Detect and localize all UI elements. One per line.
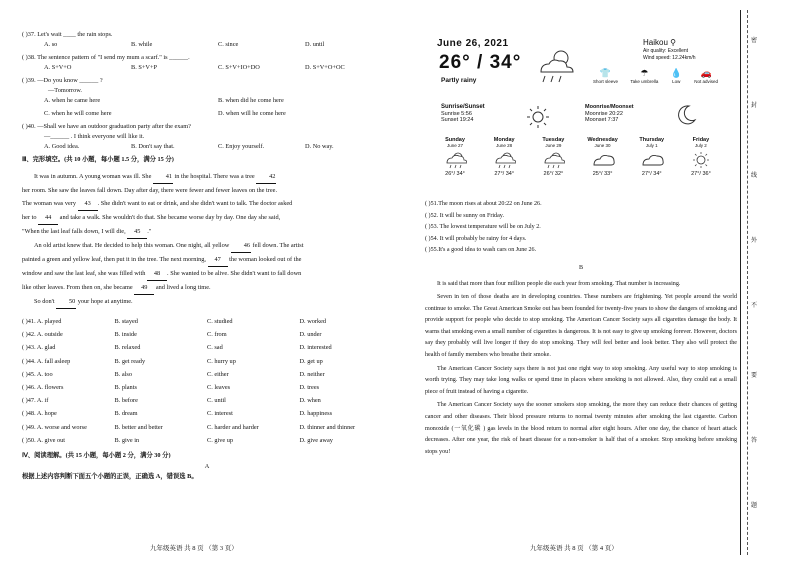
forecast-day <box>679 137 723 177</box>
forecast-temp: 25°/ 33° <box>592 171 613 177</box>
cloze-text: . She wanted to be alive. She didn't want to fall down <box>167 270 302 277</box>
forecast-day-name: Sunday <box>445 137 465 143</box>
moon-icon <box>675 104 697 126</box>
shirt-icon: 👕 <box>599 68 612 78</box>
option-c: C. until <box>207 397 226 405</box>
lifestyle-item <box>630 68 658 84</box>
option-a: ( )48. A. hope <box>22 410 57 418</box>
option-a: ( )46. A. flowers <box>22 383 64 391</box>
cloze-line <box>22 225 392 239</box>
forecast-temp: 27°/ 36° <box>691 171 711 177</box>
passage-paragraph: The American Cancer Society says there is not just one right way to stop smoking. Any useful way to stop smoking is worth trying. They may take long walks or spend time in places where smoking is not allowed. Also, they could eat a small piece of fruit instead of having a cigarette. <box>425 365 737 395</box>
cloze-text: her to <box>22 214 39 221</box>
cloud-icon <box>581 151 625 169</box>
option-d: D. get up <box>299 357 323 365</box>
option-c: C. leaves <box>207 383 231 391</box>
seal-char: 封 <box>751 103 758 109</box>
cloze-line <box>22 239 392 253</box>
page-footer-right: 九年级英语 共 8 页 （第 4 页） <box>530 545 618 552</box>
option-c: C. when he will come here <box>44 110 112 117</box>
forecast-date: June 27 <box>446 143 463 148</box>
option-d: D. trees <box>299 383 320 391</box>
forecast-day-name: Friday <box>692 137 710 143</box>
option-d: D. give away <box>299 436 333 444</box>
forecast <box>433 137 723 177</box>
question-stem: ( )37. Let's wait ____ the rain stops. <box>22 31 113 38</box>
blank: 41 <box>153 170 173 184</box>
cloze-line <box>22 211 392 225</box>
cloze-option-row <box>22 345 392 358</box>
passage-paragraph: Seven in ten of those deaths are in developing countries. These numbers are frightening. Yet people around the world continue to smoke. The Great American Smoke out has been founded for twenty-five years to show the dangers of smoking and provide support for people who decide to stop smoking. The American Cancer Society says all cigarettes damage the body. It warns that smoking even a small number of cigarettes is dangerous. It is not easy to give up smoking forever. However, doctors say they probably will live longer if they do stop smoking. They will feel better and look better. They also will protect the health of family members who breathe their smoke. <box>425 294 737 359</box>
section-a-label: A <box>204 462 210 470</box>
rain-icon <box>433 151 477 169</box>
sun-icon <box>525 104 551 130</box>
cloze-text: in the hospital. There was a tree <box>172 173 257 180</box>
option-d: D. thinner and thinner <box>299 423 356 431</box>
option-c: C. since <box>218 41 239 48</box>
statement-item: ( )54. It will probably be rainy for 4 days. <box>425 235 527 242</box>
option-c: C. interest <box>207 410 233 418</box>
option-a: ( )45. A. too <box>22 370 53 378</box>
cloze-line <box>22 253 392 267</box>
option-b: B. inside <box>114 331 137 339</box>
option-d: D. under <box>299 331 322 339</box>
statement-item: ( )51.The moon rises at about 20:22 on June 26. <box>425 201 542 207</box>
option-b: B. plants <box>114 383 137 391</box>
air-quality: Air quality: Excellent <box>643 48 689 54</box>
forecast-day <box>482 137 526 177</box>
cloze-passage <box>22 170 392 309</box>
blank: 45 <box>127 225 147 239</box>
cloze-text: It was in autumn. A young woman was ill. She <box>34 173 153 180</box>
forecast-date: June 29 <box>545 143 562 148</box>
blank: 49 <box>134 281 154 295</box>
cloze-line <box>22 267 392 281</box>
forecast-temp: 26°/ 34° <box>445 171 465 177</box>
forecast-day <box>433 137 477 177</box>
option-a: A. when he came here <box>44 97 101 104</box>
lifestyle-item <box>593 68 618 84</box>
option-c: C. harder and harder <box>207 423 259 431</box>
option-c: C. give up <box>207 436 234 444</box>
car-wash-icon: 🚗 <box>700 68 712 78</box>
cloze-line <box>22 184 392 197</box>
forecast-temp: 27°/ 34° <box>494 171 515 177</box>
question-reply: —______ . I think everyone will like it. <box>44 133 145 140</box>
question-stem: ( )38. The sentence pattern of "I send my mum a scarf." is ______. <box>22 54 190 61</box>
cloze-text: ." <box>147 228 152 235</box>
blank: 42 <box>256 170 276 184</box>
cloze-text: her room. She saw the leaves fall down. Day after day, there were fewer and fewer leaves on the tree. <box>22 187 278 194</box>
cloze-text: the woman looked out of the <box>227 256 302 263</box>
blank: 48 <box>147 267 167 281</box>
option-b: B. while <box>131 41 153 48</box>
page-footer-left: 九年级英语 共 8 页 （第 3 页） <box>150 545 238 552</box>
forecast-day-name: Wednesday <box>587 137 618 143</box>
option-d: D. when will he come here <box>218 110 286 117</box>
forecast-date: July 1 <box>645 143 658 148</box>
option-b: B. S+V+P <box>131 64 158 71</box>
left-page <box>22 0 392 484</box>
option-b: B. get ready <box>114 357 146 365</box>
option-a: A. Good idea. <box>44 143 80 150</box>
option-c: C. studied <box>207 318 233 325</box>
lifestyle-label: Low <box>672 79 681 84</box>
option-c: C. from <box>207 331 227 339</box>
question-40 <box>22 124 392 157</box>
question-38 <box>22 55 392 78</box>
option-b: B. dream <box>114 410 138 418</box>
cloze-option-row <box>22 359 392 372</box>
blank: 46 <box>231 239 251 253</box>
option-a: ( )50. A. give out <box>22 436 66 444</box>
cloze-line <box>22 170 392 184</box>
option-b: B. Don't say that. <box>131 143 175 150</box>
statement-item: ( )53. The lowest temperature will be on July 2. <box>425 224 541 230</box>
seal-char: 线 <box>751 173 758 179</box>
lifestyle-label: Take umbrella <box>630 79 659 84</box>
wind-speed: Wind speed: 12.24km/h <box>643 54 696 61</box>
blank: 43 <box>78 197 98 211</box>
forecast-date: July 2 <box>695 143 707 148</box>
option-d: D. neither <box>299 370 325 378</box>
lifestyle-label: Short sleeve <box>593 79 619 84</box>
cloze-option-row <box>22 438 392 451</box>
option-d: D. until <box>305 41 325 48</box>
cloze-text: "When the last leaf falls down, I will die, <box>22 228 128 235</box>
blank: 47 <box>208 253 228 267</box>
rain-icon <box>482 151 526 169</box>
cloze-text: An old artist knew that. He decided to help this woman. One night, all yellow <box>34 242 231 249</box>
cloze-text: and take a walk. She wouldn't do that. She became worse day by day. One day she said, <box>58 214 281 221</box>
cloze-text: . She didn't want to eat or drink, and she didn't want to talk. The doctor asked <box>97 200 293 207</box>
option-d: D. interested <box>299 344 332 352</box>
right-page <box>425 0 737 458</box>
forecast-day-name: Thursday <box>639 137 665 143</box>
option-a: A. so <box>44 41 58 48</box>
seal-char: 密 <box>751 38 758 44</box>
cloze-text: and lived a long time. <box>154 284 211 291</box>
question-39 <box>22 78 392 124</box>
cloze-option-row <box>22 411 392 424</box>
cloze-option-row <box>22 425 392 438</box>
option-c: C. Enjoy yourself. <box>218 143 265 150</box>
question-stem: ( )39. —Do you know ______ ? <box>22 77 103 84</box>
option-a: ( )41. A. played <box>22 318 62 325</box>
option-c: C. either <box>207 370 229 378</box>
option-d: D. No way. <box>305 143 334 150</box>
umbrella-icon: ☂ <box>640 68 649 78</box>
lifestyle-icons <box>593 68 718 84</box>
weather-card <box>425 0 737 195</box>
option-a: ( )47. A. if <box>22 397 49 405</box>
passage-paragraph: It is said that more than four million people die each year from smoking. That number is increasing. <box>437 280 681 287</box>
weather-temperature: 26° / 34° <box>439 52 522 73</box>
forecast-day <box>531 137 575 177</box>
air-info <box>643 48 696 61</box>
lifestyle-item <box>671 68 682 84</box>
cloze-options <box>22 319 392 451</box>
forecast-temp: 26°/ 32° <box>543 171 564 177</box>
passage-b <box>425 279 737 459</box>
seal-char: 要 <box>751 373 758 379</box>
cloud-icon <box>630 151 674 169</box>
option-a: ( )42. A. outside <box>22 331 63 339</box>
reading-instructions: 根据上述内容判断下面五个小题的正误，正确选 A，错误选 B。 <box>22 472 198 480</box>
option-a: ( )49. A. worse and worse <box>22 423 87 431</box>
seal-char: 外 <box>751 238 758 244</box>
sun-icon <box>679 151 723 169</box>
cloze-text: fell down. The artist <box>250 242 304 249</box>
seal-char: 答 <box>751 438 758 444</box>
statements <box>425 201 737 259</box>
question-reply: —Tomorrow. <box>48 87 82 94</box>
forecast-day <box>630 137 674 177</box>
cloze-heading: Ⅲ、完形填空。(共 10 小题，每小题 1.5 分，满分 15 分) <box>22 156 174 163</box>
option-b: B. give in <box>114 436 140 444</box>
option-c: C. sad <box>207 344 223 352</box>
option-a: ( )43. A. glad <box>22 344 56 352</box>
cloze-last-line: So don't 50 your hope at anytime. <box>22 295 392 309</box>
passage-b-label: B <box>578 264 584 271</box>
cloze-line <box>22 281 392 295</box>
option-b: B. stayed <box>114 318 138 325</box>
forecast-day-name: Monday <box>493 137 515 143</box>
passage-paragraph: The American Cancer Society says the sooner smokers stop smoking, the more they can reduce their chances of getting cancer and other diseases. Their blood pressure returns to normal twenty minutes after smoking the last cigarette. Carbon monoxide (一氧化碳 ) gas levels in the blood return to normal after eight hours. After one day, the chance of heart attack decreases. After one year, the risk of heart disease for a non-smoker is half that of a smoker. Stop smoking before smoking stops you! <box>425 402 737 455</box>
option-c: C. S+V+IO+DO <box>218 64 260 71</box>
cloze-text: The woman was very <box>22 200 78 207</box>
rain-icon <box>531 151 575 169</box>
seal-line <box>747 10 748 555</box>
option-d: D. S+V+O+OC <box>305 64 345 71</box>
weather-city: Haikou ⚲ <box>643 38 676 47</box>
moon-info: Moonrise/Moonset Moonrise 20:22 Moonset 7:37 <box>585 104 634 123</box>
water-drop-icon: 💧 <box>670 68 682 78</box>
blank: 44 <box>38 211 58 225</box>
option-d: D. happiness <box>299 410 333 418</box>
option-b: B. before <box>114 397 138 405</box>
lifestyle-label: Not advised <box>694 79 718 84</box>
sun-info: Sunrise/Sunset Sunrise 5:56 Sunset 19:24 <box>441 104 485 123</box>
cloze-option-row <box>22 372 392 385</box>
option-b: B. relaxed <box>114 344 141 352</box>
reading-heading: Ⅳ、阅读理解。(共 15 小题，每小题 2 分，满分 30 分) <box>22 451 171 459</box>
forecast-day-name: Tuesday <box>542 137 565 143</box>
option-a: A. S+V+O <box>44 64 72 71</box>
cloze-text: painted a green and yellow leaf, then put it in the tree. The next morning, <box>22 256 208 263</box>
forecast-temp: 27°/ 34° <box>641 171 662 177</box>
forecast-date: June 30 <box>594 143 611 148</box>
option-b: B. also <box>114 370 132 378</box>
forecast-day <box>581 137 625 177</box>
lifestyle-item <box>694 68 718 84</box>
partly-rainy-icon <box>533 46 579 86</box>
cloze-text: like other leaves. From then on, she became <box>22 284 135 291</box>
forecast-date: June 28 <box>496 143 513 148</box>
seal-char: 题 <box>751 503 758 509</box>
option-a: ( )44. A. fall asleep <box>22 357 71 365</box>
option-c: C. hurry up <box>207 357 236 365</box>
seal-line-margin <box>740 10 791 555</box>
cloze-text: window and saw the last leaf, she was filled with <box>22 270 148 277</box>
option-b: B. better and better <box>114 423 163 431</box>
blank: 50 <box>56 295 76 309</box>
question-37 <box>22 32 392 55</box>
location-pin-icon: ⚲ <box>670 38 676 47</box>
question-stem: ( )40. —Shall we have an outdoor graduation party after the exam? <box>22 123 191 130</box>
weather-date: June 26, 2021 <box>437 38 509 49</box>
seal-char: 不 <box>751 303 758 309</box>
weather-condition: Partly rainy <box>441 77 477 84</box>
option-d: D. worked <box>299 318 327 325</box>
statement-item: ( )52. It will be sunny on Friday. <box>425 212 504 219</box>
statement-item: ( )55.It's a good idea to wash cars on June 26. <box>425 247 537 253</box>
option-d: D. when <box>299 397 321 405</box>
option-b: B. when did he come here <box>218 97 284 104</box>
cloze-line <box>22 197 392 211</box>
